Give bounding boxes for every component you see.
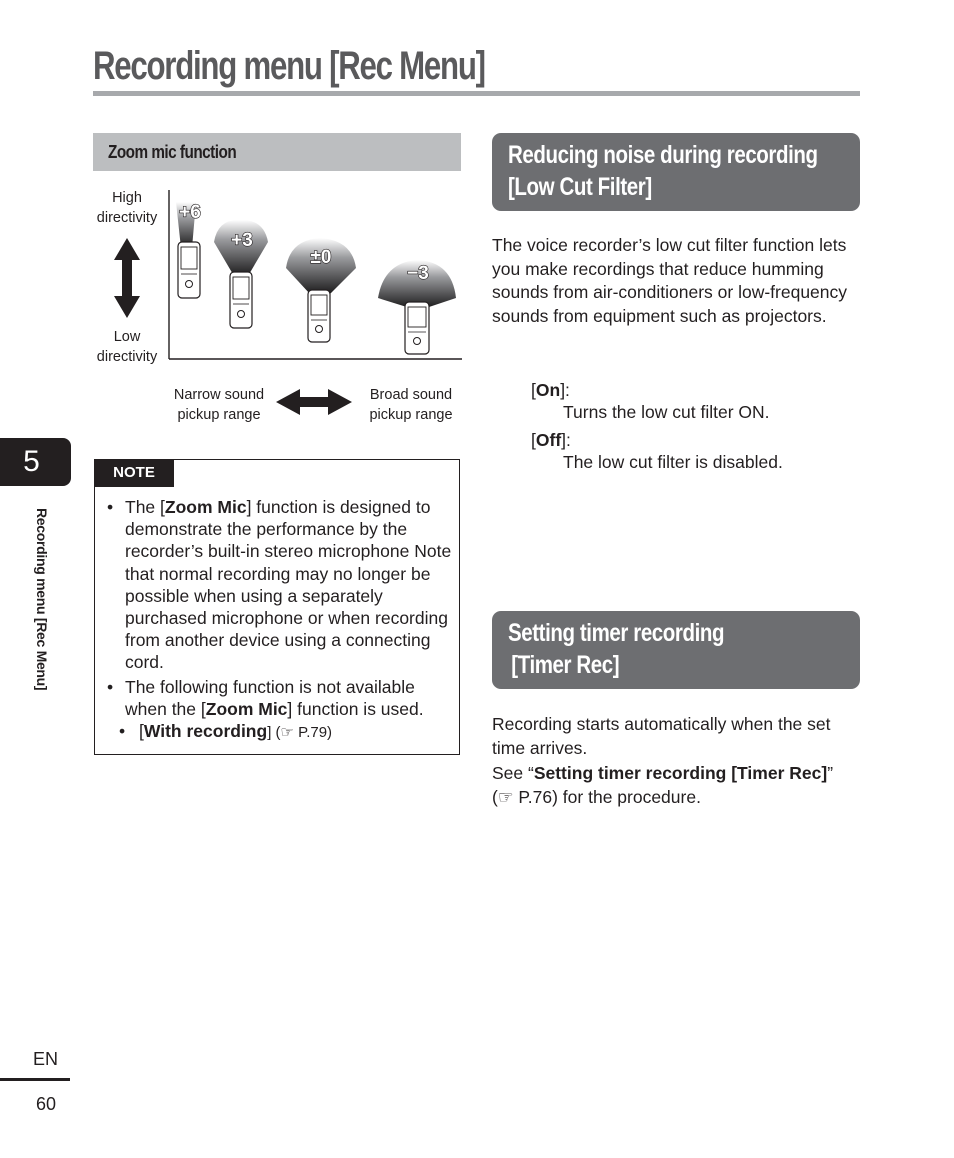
title-rule	[93, 91, 860, 96]
option-off-label: [Off]:	[531, 430, 571, 450]
page-title: Recording menu [Rec Menu]	[93, 44, 485, 88]
chapter-number: 5	[23, 445, 40, 478]
language-label: EN	[33, 1049, 59, 1069]
side-label: Recording menu [Rec Menu]	[34, 508, 50, 691]
note-item-zoom-mic: • The [Zoom Mic] function is designed to demonstrate the performance by the recorder’s built-in stereo microphone Note that normal recording may no longer be possible when using a separately purchased microphone or when recording from another device using a connecting cord.	[107, 497, 452, 673]
note-list	[107, 496, 452, 744]
option-on-description: Turns the low cut filter ON.	[563, 402, 770, 422]
narrow-range-label: Narrow sound pickup range	[173, 387, 265, 423]
level-label-plus3: +3	[231, 230, 253, 251]
zoom-mic-heading: Zoom mic function	[93, 133, 461, 171]
low-directivity-label: Low directivity	[96, 329, 158, 365]
option-on-label: [On]:	[531, 380, 570, 400]
timer-description: Recording starts automatically when the set time arrives.	[492, 714, 831, 758]
page-number: 60	[36, 1094, 57, 1114]
recorder-minus3	[378, 260, 456, 354]
level-label-zero: ±0	[310, 247, 332, 268]
recorder-zero	[286, 238, 356, 342]
low-cut-filter-heading: Reducing noise during recording [Low Cut Filter]	[492, 133, 860, 211]
note-subitem-with-recording: • [With recording] (☞ P.79)	[119, 721, 333, 742]
recorder-plus3	[214, 220, 268, 328]
low-cut-description: The voice recorder’s low cut filter function lets you make recordings that reduce humming sounds from air-conditioners or low-frequency sounds from equipment such as projectors.	[492, 235, 848, 326]
timer-see-reference: See “Setting timer recording [Timer Rec]” (☞ P.76) for the procedure.	[492, 763, 834, 807]
chapter-tab	[0, 438, 71, 486]
broad-range-label: Broad sound pickup range	[369, 387, 453, 423]
horizontal-double-arrow-icon	[276, 388, 352, 416]
footer-rule	[0, 1078, 70, 1081]
recorder-plus6	[176, 202, 201, 298]
vertical-double-arrow-icon	[113, 238, 141, 318]
zoom-diagram	[168, 190, 462, 362]
timer-rec-heading: Setting timer recording [Timer Rec]	[492, 611, 860, 689]
level-label-plus6: +6	[179, 202, 201, 223]
option-off-description: The low cut filter is disabled.	[563, 452, 783, 472]
level-label-minus3: −3	[407, 263, 429, 284]
note-item-unavailable: • The following function is not available when the [Zoom Mic] function is used.	[107, 676, 424, 719]
note-badge: NOTE	[94, 459, 174, 487]
high-directivity-label: High directivity	[96, 190, 158, 226]
